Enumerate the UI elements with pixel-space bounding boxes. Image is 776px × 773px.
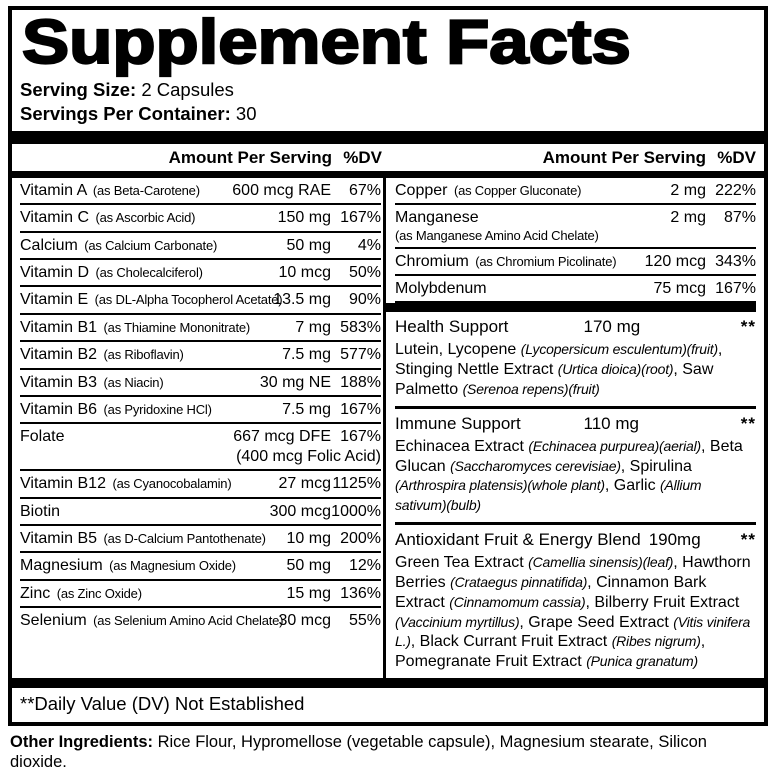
nutrient-amount: 13.5 mg xyxy=(273,291,331,309)
nutrient-amount: 300 mcg xyxy=(269,502,331,520)
other-ingredients-text: Rice Flour, Hypromellose (vegetable capsule), Magnesium stearate, Silicon dioxide. xyxy=(10,733,707,771)
nutrient-row-zinc xyxy=(20,581,381,608)
nutrient-row-magnesium xyxy=(20,553,381,580)
blend-amount: 110 mg xyxy=(583,413,639,433)
servings-per-container-value: 30 xyxy=(230,103,257,125)
blend-name: Antioxidant Fruit & Energy Blend xyxy=(395,530,641,550)
nutrient-form: (as Zinc Oxide) xyxy=(56,585,142,601)
nutrient-form: (as Magnesium Oxide) xyxy=(109,558,236,574)
nutrient-amount: 7.5 mg xyxy=(282,400,331,418)
nutrient-dv: 167% xyxy=(340,428,381,446)
blend-amount: 190mg xyxy=(648,530,701,550)
nutrient-name: Manganese xyxy=(395,209,479,227)
nutrient-dv: 343% xyxy=(715,252,756,270)
supplement-facts-title: Supplement Facts xyxy=(22,8,631,77)
nutrient-row-copper xyxy=(395,178,756,205)
blend-immune-support xyxy=(395,409,756,525)
nutrient-name: Calcium xyxy=(20,236,78,254)
nutrient-name: Vitamin D xyxy=(20,263,90,281)
blend-ingredients: Green Tea Extract (Camellia sinensis)(leaf), Hawthorn Berries (Crataegus pinnatifida), Cinnamon Bark Extract (Cinnamomum cassia), Bilberry Fruit Extract (Vaccinium myrtillus), Grape Seed Extract (Vitis vinifera L.), Black Currant Fruit Extract (Ribes nigrum), Pomegranate Fruit Extract (Punica granatum) xyxy=(395,554,751,671)
nutrient-amount: 27 mcg xyxy=(278,475,331,493)
nutrient-amount: 10 mcg xyxy=(278,263,331,281)
column-headers xyxy=(20,144,756,171)
nutrient-name: Folate xyxy=(20,428,65,446)
nutrient-amount: 7 mg xyxy=(295,318,331,336)
nutrient-row-vitamin-a xyxy=(20,178,381,205)
nutrient-row-vitamin-b1 xyxy=(20,315,381,342)
nutrient-amount: 667 mcg DFE xyxy=(233,428,331,446)
blend-health-support xyxy=(395,312,756,408)
nutrient-row-vitamin-d xyxy=(20,260,381,287)
nutrient-amount: 2 mg xyxy=(670,181,706,199)
right-column-header xyxy=(394,148,756,168)
nutrient-dv: 167% xyxy=(715,279,756,297)
nutrient-amount: 120 mcg xyxy=(644,252,706,270)
supplement-facts-panel xyxy=(8,6,768,726)
nutrient-dv: 1125% xyxy=(332,475,381,493)
nutrient-dv: 188% xyxy=(340,373,381,391)
nutrient-name: Zinc xyxy=(20,584,51,602)
nutrient-name: Vitamin B3 xyxy=(20,373,98,391)
nutrient-name: Chromium xyxy=(395,252,469,270)
nutrient-dv: 4% xyxy=(357,236,381,254)
serving-size-value: 2 Capsules xyxy=(136,79,234,100)
divider-bar-footer xyxy=(12,678,764,688)
blend-dv: ** xyxy=(740,530,756,550)
divider-bar-right-column xyxy=(386,303,756,312)
serving-size-label: Serving Size: xyxy=(20,79,137,100)
nutrient-row-calcium xyxy=(20,233,381,260)
nutrient-row-vitamin-b2 xyxy=(20,342,381,369)
nutrient-amount: 30 mcg xyxy=(278,612,331,630)
blend-ingredients: Lutein, Lycopene (Lycopersicum esculentum)(fruit), Stinging Nettle Extract (Urtica dioica)(root), Saw Palmetto (Serenoa repens)(fruit) xyxy=(395,341,723,398)
serving-size-line xyxy=(20,78,756,102)
nutrient-dv: 583% xyxy=(340,318,381,336)
nutrient-row-vitamin-b5 xyxy=(20,526,381,553)
nutrient-dv: 87% xyxy=(723,209,756,227)
nutrient-name: Vitamin B6 xyxy=(20,400,98,418)
nutrient-dv: 136% xyxy=(340,584,381,602)
nutrient-row-chromium xyxy=(395,249,756,276)
nutrient-name: Vitamin C xyxy=(20,209,90,227)
nutrient-row-vitamin-c xyxy=(20,205,381,232)
nutrient-name: Vitamin B1 xyxy=(20,318,98,336)
nutrient-name: Molybdenum xyxy=(395,279,487,297)
nutrient-dv: 50% xyxy=(348,263,381,281)
left-column-header xyxy=(20,148,382,168)
nutrient-row-selenium xyxy=(20,608,381,633)
nutrient-amount: 600 mcg RAE xyxy=(232,181,331,199)
divider-bar-under-headers xyxy=(12,171,764,178)
amount-per-serving-header: Amount Per Serving xyxy=(542,147,706,167)
nutrient-form: (as Riboflavin) xyxy=(103,347,184,363)
nutrient-name: Biotin xyxy=(20,502,61,520)
nutrient-name: Vitamin B2 xyxy=(20,346,98,364)
dv-header: %DV xyxy=(717,147,756,167)
nutrient-dv: 222% xyxy=(715,181,756,199)
facts-columns xyxy=(20,178,756,678)
nutrient-dv: 67% xyxy=(348,181,381,199)
other-ingredients-label: Other Ingredients: xyxy=(10,733,154,752)
nutrient-form: (as DL-Alpha Tocopherol Acetate) xyxy=(94,292,283,308)
nutrient-form: (as Manganese Amino Acid Chelate) xyxy=(395,227,599,243)
nutrient-name: Copper xyxy=(395,181,448,199)
nutrient-row-biotin xyxy=(20,499,381,526)
nutrient-name: Vitamin E xyxy=(20,291,89,309)
nutrient-form: (as Cyanocobalamin) xyxy=(112,476,232,492)
blend-dv: ** xyxy=(740,317,756,337)
nutrient-form: (as Ascorbic Acid) xyxy=(95,210,196,226)
nutrient-form: (as Calcium Carbonate) xyxy=(84,237,218,253)
nutrient-dv: 200% xyxy=(340,529,381,547)
nutrient-row-manganese xyxy=(395,205,756,248)
nutrient-form: (as Chromium Picolinate) xyxy=(475,253,617,269)
nutrient-row-vitamin-e xyxy=(20,287,381,314)
nutrient-row-vitamin-b6 xyxy=(20,397,381,424)
servings-per-container-label: Servings Per Container: xyxy=(20,103,231,125)
blend-ingredients: Echinacea Extract (Echinacea purpurea)(aerial), Beta Glucan (Saccharomyces cerevisiae), Spirulina (Arthrospira platensis)(whole plant), Garlic (Allium sativum)(bulb) xyxy=(395,437,743,514)
nutrient-note: (400 mcg Folic Acid) xyxy=(236,447,381,465)
nutrient-dv: 1000% xyxy=(331,502,381,520)
nutrient-row-vitamin-b3 xyxy=(20,370,381,397)
nutrient-form: (as Copper Gluconate) xyxy=(453,182,582,198)
nutrient-amount: 50 mg xyxy=(286,236,331,254)
nutrient-amount: 2 mg xyxy=(670,209,706,227)
nutrient-dv: 577% xyxy=(340,346,381,364)
nutrient-row-molybdenum xyxy=(395,276,756,303)
nutrient-form: (as Cholecalciferol) xyxy=(95,264,203,280)
nutrient-form: (as Thiamine Mononitrate) xyxy=(103,319,251,335)
nutrient-amount: 150 mg xyxy=(277,209,331,227)
nutrient-dv: 55% xyxy=(348,612,381,630)
nutrient-dv: 90% xyxy=(348,291,381,309)
nutrient-amount: 75 mcg xyxy=(653,279,706,297)
blend-dv: ** xyxy=(740,413,756,433)
blend-antioxidant-fruit-energy xyxy=(395,525,756,678)
nutrient-form: (as Beta-Carotene) xyxy=(92,182,200,198)
left-column xyxy=(20,178,383,678)
nutrient-name: Vitamin B5 xyxy=(20,529,98,547)
nutrient-dv: 167% xyxy=(340,209,381,227)
blend-name: Health Support xyxy=(395,317,509,337)
nutrient-amount: 10 mg xyxy=(286,529,331,547)
nutrient-form: (as D-Calcium Pantothenate) xyxy=(103,530,266,546)
nutrient-name: Selenium xyxy=(20,612,87,630)
nutrient-row-folate xyxy=(20,424,381,471)
amount-per-serving-header: Amount Per Serving xyxy=(168,147,332,167)
blend-name: Immune Support xyxy=(395,413,521,433)
nutrient-form: (as Pyridoxine HCl) xyxy=(103,401,212,417)
nutrient-dv: 167% xyxy=(340,400,381,418)
dv-header: %DV xyxy=(343,147,382,167)
nutrient-amount: 50 mg xyxy=(286,557,331,575)
nutrient-name: Vitamin B12 xyxy=(20,475,106,493)
daily-value-footnote: **Daily Value (DV) Not Established xyxy=(20,693,305,715)
nutrient-amount: 30 mg NE xyxy=(259,373,331,391)
nutrient-amount: 15 mg xyxy=(286,584,331,602)
nutrient-form: (as Selenium Amino Acid Chelate) xyxy=(93,613,284,629)
other-ingredients xyxy=(10,733,766,773)
nutrient-name: Vitamin A xyxy=(20,181,87,199)
nutrient-row-vitamin-b12 xyxy=(20,471,381,498)
nutrient-form: (as Niacin) xyxy=(103,374,164,390)
blend-amount: 170 mg xyxy=(583,317,641,337)
servings-per-container-line xyxy=(20,102,756,126)
nutrient-name: Magnesium xyxy=(20,557,103,575)
divider-bar-top xyxy=(12,131,764,144)
right-column xyxy=(386,178,756,678)
nutrient-dv: 12% xyxy=(348,557,381,575)
nutrient-amount: 7.5 mg xyxy=(282,346,331,364)
